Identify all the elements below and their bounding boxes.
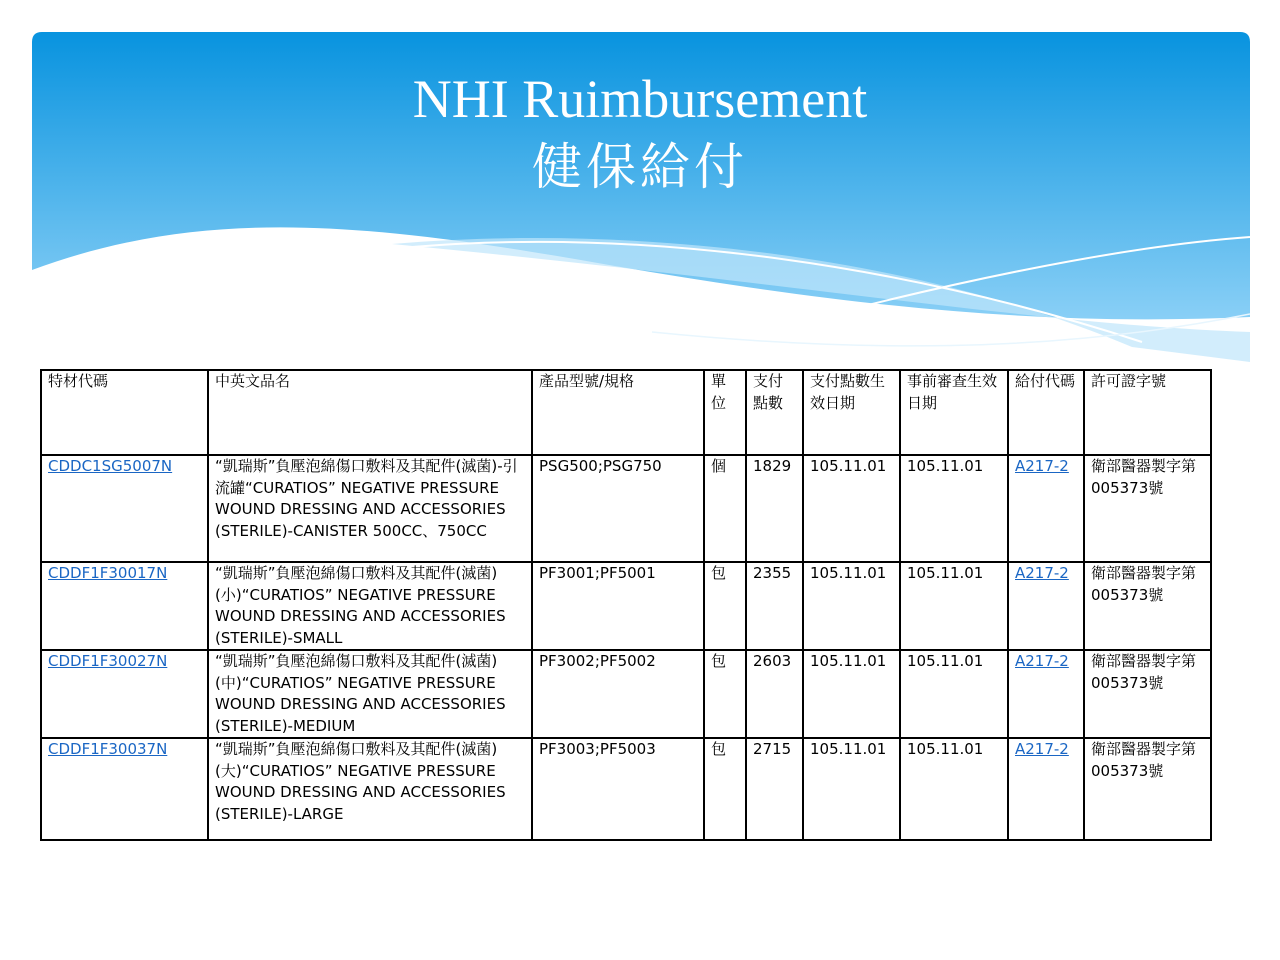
payment-code-cell <box>1008 455 1084 562</box>
model-cell: PF3003;PF5003 <box>532 738 704 840</box>
item-code-link[interactable]: CDDF1F30027N <box>48 652 168 670</box>
points-date-cell: 105.11.01 <box>803 455 900 562</box>
review-date-cell: 105.11.01 <box>900 738 1008 840</box>
review-date-cell: 105.11.01 <box>900 455 1008 562</box>
header-payment-code: 給付代碼 <box>1008 370 1084 455</box>
table-header-row <box>41 370 1211 455</box>
slide-title-chinese: 健保給付 <box>532 138 748 196</box>
points-date-cell: 105.11.01 <box>803 650 900 738</box>
table-row <box>41 650 1211 738</box>
product-name-cell: “凱瑞斯”負壓泡綿傷口敷料及其配件(滅菌)(中)“CURATIOS” NEGATIVE PRESSURE WOUND DRESSING AND ACCESSORIES (STERILE)-MEDIUM <box>208 650 532 738</box>
header-points-effective-date: 支付點數生效日期 <box>803 370 900 455</box>
payment-code-link[interactable]: A217-2 <box>1015 564 1069 582</box>
header-unit: 單位 <box>704 370 746 455</box>
license-cell: 衛部醫器製字第005373號 <box>1084 738 1211 840</box>
payment-code-link[interactable]: A217-2 <box>1015 457 1069 475</box>
license-cell: 衛部醫器製字第005373號 <box>1084 650 1211 738</box>
model-cell: PF3002;PF5002 <box>532 650 704 738</box>
header-review-effective-date: 事前審查生效日期 <box>900 370 1008 455</box>
table-row <box>41 455 1211 562</box>
item-code-cell <box>41 650 208 738</box>
review-date-cell: 105.11.01 <box>900 562 1008 650</box>
item-code-link[interactable]: CDDC1SG5007N <box>48 457 173 475</box>
points-cell: 1829 <box>746 455 803 562</box>
product-name-cell: “凱瑞斯”負壓泡綿傷口敷料及其配件(滅菌)(大)“CURATIOS” NEGATIVE PRESSURE WOUND DRESSING AND ACCESSORIES (STERILE)-LARGE <box>208 738 532 840</box>
unit-cell: 個 <box>704 455 746 562</box>
item-code-link[interactable]: CDDF1F30037N <box>48 740 168 758</box>
model-cell: PF3001;PF5001 <box>532 562 704 650</box>
unit-cell: 包 <box>704 650 746 738</box>
license-cell: 衛部醫器製字第005373號 <box>1084 455 1211 562</box>
reimbursement-table <box>40 369 1212 841</box>
payment-code-cell <box>1008 562 1084 650</box>
unit-cell: 包 <box>704 738 746 840</box>
license-cell: 衛部醫器製字第005373號 <box>1084 562 1211 650</box>
points-date-cell: 105.11.01 <box>803 738 900 840</box>
item-code-cell <box>41 738 208 840</box>
table-row <box>41 738 1211 840</box>
header-license-number: 許可證字號 <box>1084 370 1211 455</box>
product-name-cell: “凱瑞斯”負壓泡綿傷口敷料及其配件(滅菌)-引流罐“CURATIOS” NEGATIVE PRESSURE WOUND DRESSING AND ACCESSORIES (STERILE)-CANISTER 500CC、750CC <box>208 455 532 562</box>
product-name-cell: “凱瑞斯”負壓泡綿傷口敷料及其配件(滅菌)(小)“CURATIOS” NEGATIVE PRESSURE WOUND DRESSING AND ACCESSORIES (STERILE)-SMALL <box>208 562 532 650</box>
item-code-cell <box>41 562 208 650</box>
header-model-spec: 產品型號/規格 <box>532 370 704 455</box>
header-item-code: 特材代碼 <box>41 370 208 455</box>
model-cell: PSG500;PSG750 <box>532 455 704 562</box>
review-date-cell: 105.11.01 <box>900 650 1008 738</box>
item-code-cell <box>41 455 208 562</box>
payment-code-link[interactable]: A217-2 <box>1015 652 1069 670</box>
points-cell: 2715 <box>746 738 803 840</box>
payment-code-link[interactable]: A217-2 <box>1015 740 1069 758</box>
payment-code-cell <box>1008 738 1084 840</box>
slide-title-english: NHI Ruimbursement <box>412 69 868 129</box>
header-payment-points: 支付點數 <box>746 370 803 455</box>
points-cell: 2603 <box>746 650 803 738</box>
points-cell: 2355 <box>746 562 803 650</box>
points-date-cell: 105.11.01 <box>803 562 900 650</box>
unit-cell: 包 <box>704 562 746 650</box>
item-code-link[interactable]: CDDF1F30017N <box>48 564 168 582</box>
payment-code-cell <box>1008 650 1084 738</box>
header-product-name: 中英文品名 <box>208 370 532 455</box>
table-row <box>41 562 1211 650</box>
